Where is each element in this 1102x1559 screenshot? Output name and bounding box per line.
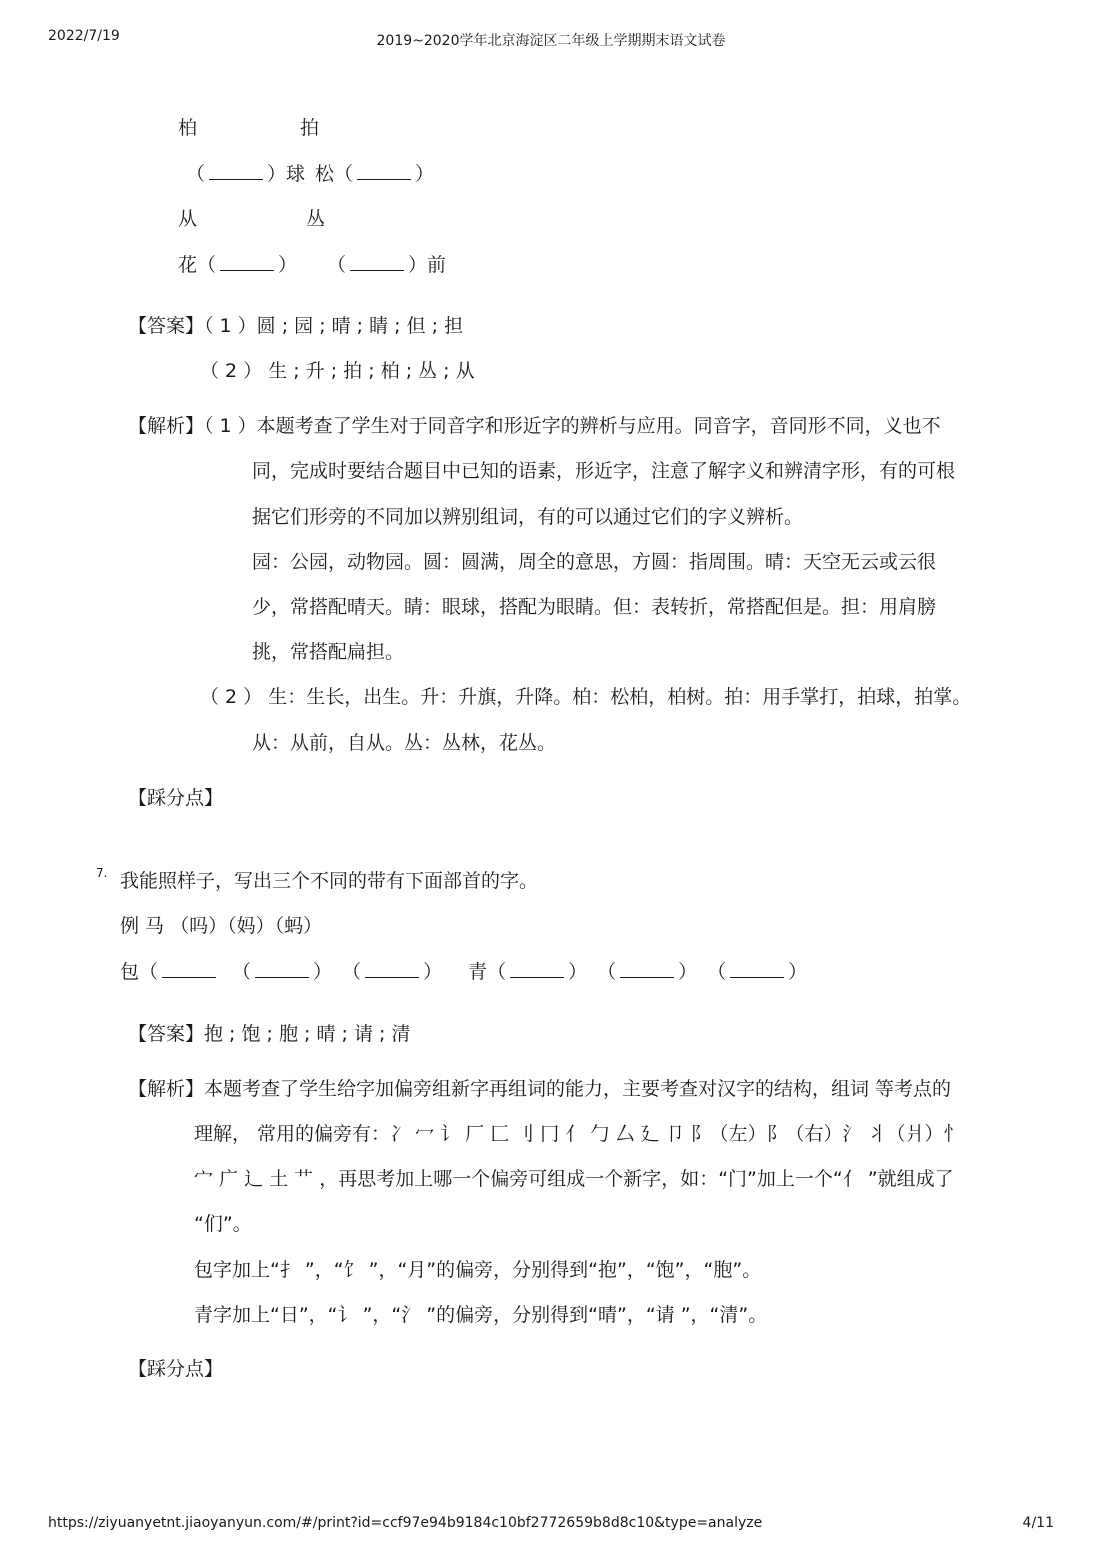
analysis-label: 【解析】 xyxy=(128,415,205,437)
answer-blank[interactable] xyxy=(162,959,216,978)
answer-label: 【答案】 xyxy=(128,1023,205,1045)
analysis-line: 挑，常搭配扁担。 xyxy=(252,641,405,663)
answer-blank[interactable] xyxy=(209,161,263,180)
question-stem: 我能照样子，写出三个不同的带有下面部首的字。 xyxy=(120,870,539,892)
analysis-line: 理解， 常用的偏旁有：冫 冖 讠 厂 匚 刂 冂 亻 勹 厶 廴 卩 阝（左）阝（右）氵 丬（爿）忄 xyxy=(194,1123,963,1145)
answer-label: 【答案】 xyxy=(128,315,205,337)
analysis-line: 青字加上“日”，“讠 ”，“氵 ”的偏旁，分别得到“晴”，“请 ”，“清”。 xyxy=(194,1304,768,1326)
answer-blank[interactable] xyxy=(255,959,309,978)
answer-blank[interactable] xyxy=(620,959,674,978)
print-date: 2022/7/19 xyxy=(48,28,120,44)
document-title: 2019~2020学年北京海淀区二年级上学期期末语文试卷 xyxy=(376,33,726,49)
analysis-line: 从：从前，自从。丛：丛林，花丛。 xyxy=(252,732,557,754)
analysis-line: （ 1 ）本题考查了学生对于同音字和形近字的辨析与应用。同音字，音同形不同，义也不 xyxy=(204,415,941,437)
fill-row-bao-qing: 包（ （ ） （ ） 青（ ） （ ） （ ） xyxy=(120,961,808,983)
analysis-line: 园：公园，动物园。圆：圆满，周全的意思，方圆：指周围。晴：天空无云或云很 xyxy=(252,551,937,573)
answer-blank[interactable] xyxy=(510,959,564,978)
answer-blank[interactable] xyxy=(350,252,404,271)
answer-blank[interactable] xyxy=(730,959,784,978)
question-number: 7. xyxy=(96,866,108,880)
question-example: 例 马 （吗）（妈）（蚂） xyxy=(120,915,323,937)
analysis-line: （ 2 ） 生：生长，出生。升：升旗，升降。柏：松柏，柏树。拍：用手掌打，拍球，拍掌。 xyxy=(200,686,972,708)
answer-blank[interactable] xyxy=(365,959,419,978)
answer-line: 抱 ; 饱 ; 胞 ; 晴 ; 请 ; 清 xyxy=(204,1023,411,1045)
fill-row-2: 花（ ） （ ）前 xyxy=(178,254,447,276)
answer-line: （ 1 ）圆 ; 园 ; 晴 ; 睛 ; 但 ; 担 xyxy=(204,315,464,337)
char-pair-bai: 柏 拍 xyxy=(178,117,320,139)
analysis-line: “们”。 xyxy=(194,1213,252,1235)
analysis-block xyxy=(128,1077,951,1101)
answer-block xyxy=(128,1022,410,1046)
analysis-line: 据它们形旁的不同加以辨别组词，有的可以通过它们的字义辨析。 xyxy=(252,506,804,528)
answer-line: （ 2 ） 生 ; 升 ; 拍 ; 柏 ; 丛 ; 从 xyxy=(200,360,475,382)
answer-block xyxy=(128,314,463,338)
analysis-line: 宀 广 辶 土 艹 ，再思考加上哪一个偏旁可组成一个新字，如：“门”加上一个“亻 ”就组成了 xyxy=(194,1168,954,1190)
score-points-label: 【踩分点】 xyxy=(128,1358,224,1380)
char-pair-cong: 从 丛 xyxy=(178,208,326,230)
fill-row-1: （ ）球 松（ ） xyxy=(186,163,435,185)
analysis-line: 少，常搭配晴天。睛：眼球，搭配为眼睛。但：表转折，常搭配但是。担：用肩膀 xyxy=(252,596,937,618)
page-url: https://ziyuanyetnt.jiaoyanyun.com/#/print?id=ccf97e94b9184c10bf2772659b8d8c10&type=analyze xyxy=(48,1515,763,1531)
score-points-label: 【踩分点】 xyxy=(128,787,224,809)
analysis-block xyxy=(128,414,941,438)
analysis-label: 【解析】 xyxy=(128,1078,205,1100)
answer-blank[interactable] xyxy=(220,252,274,271)
page-number: 4/11 xyxy=(1022,1515,1054,1531)
analysis-line: 包字加上“扌 ”，“饣 ”，“月”的偏旁，分别得到“抱”，“饱”，“胞”。 xyxy=(194,1259,762,1281)
analysis-line: 同，完成时要结合题目中已知的语素，形近字，注意了解字义和辨清字形，有的可根 xyxy=(252,460,956,482)
answer-blank[interactable] xyxy=(357,161,411,180)
analysis-line: 本题考查了学生给字加偏旁组新字再组词的能力，主要考查对汉字的结构，组词 等考点的 xyxy=(204,1078,952,1100)
